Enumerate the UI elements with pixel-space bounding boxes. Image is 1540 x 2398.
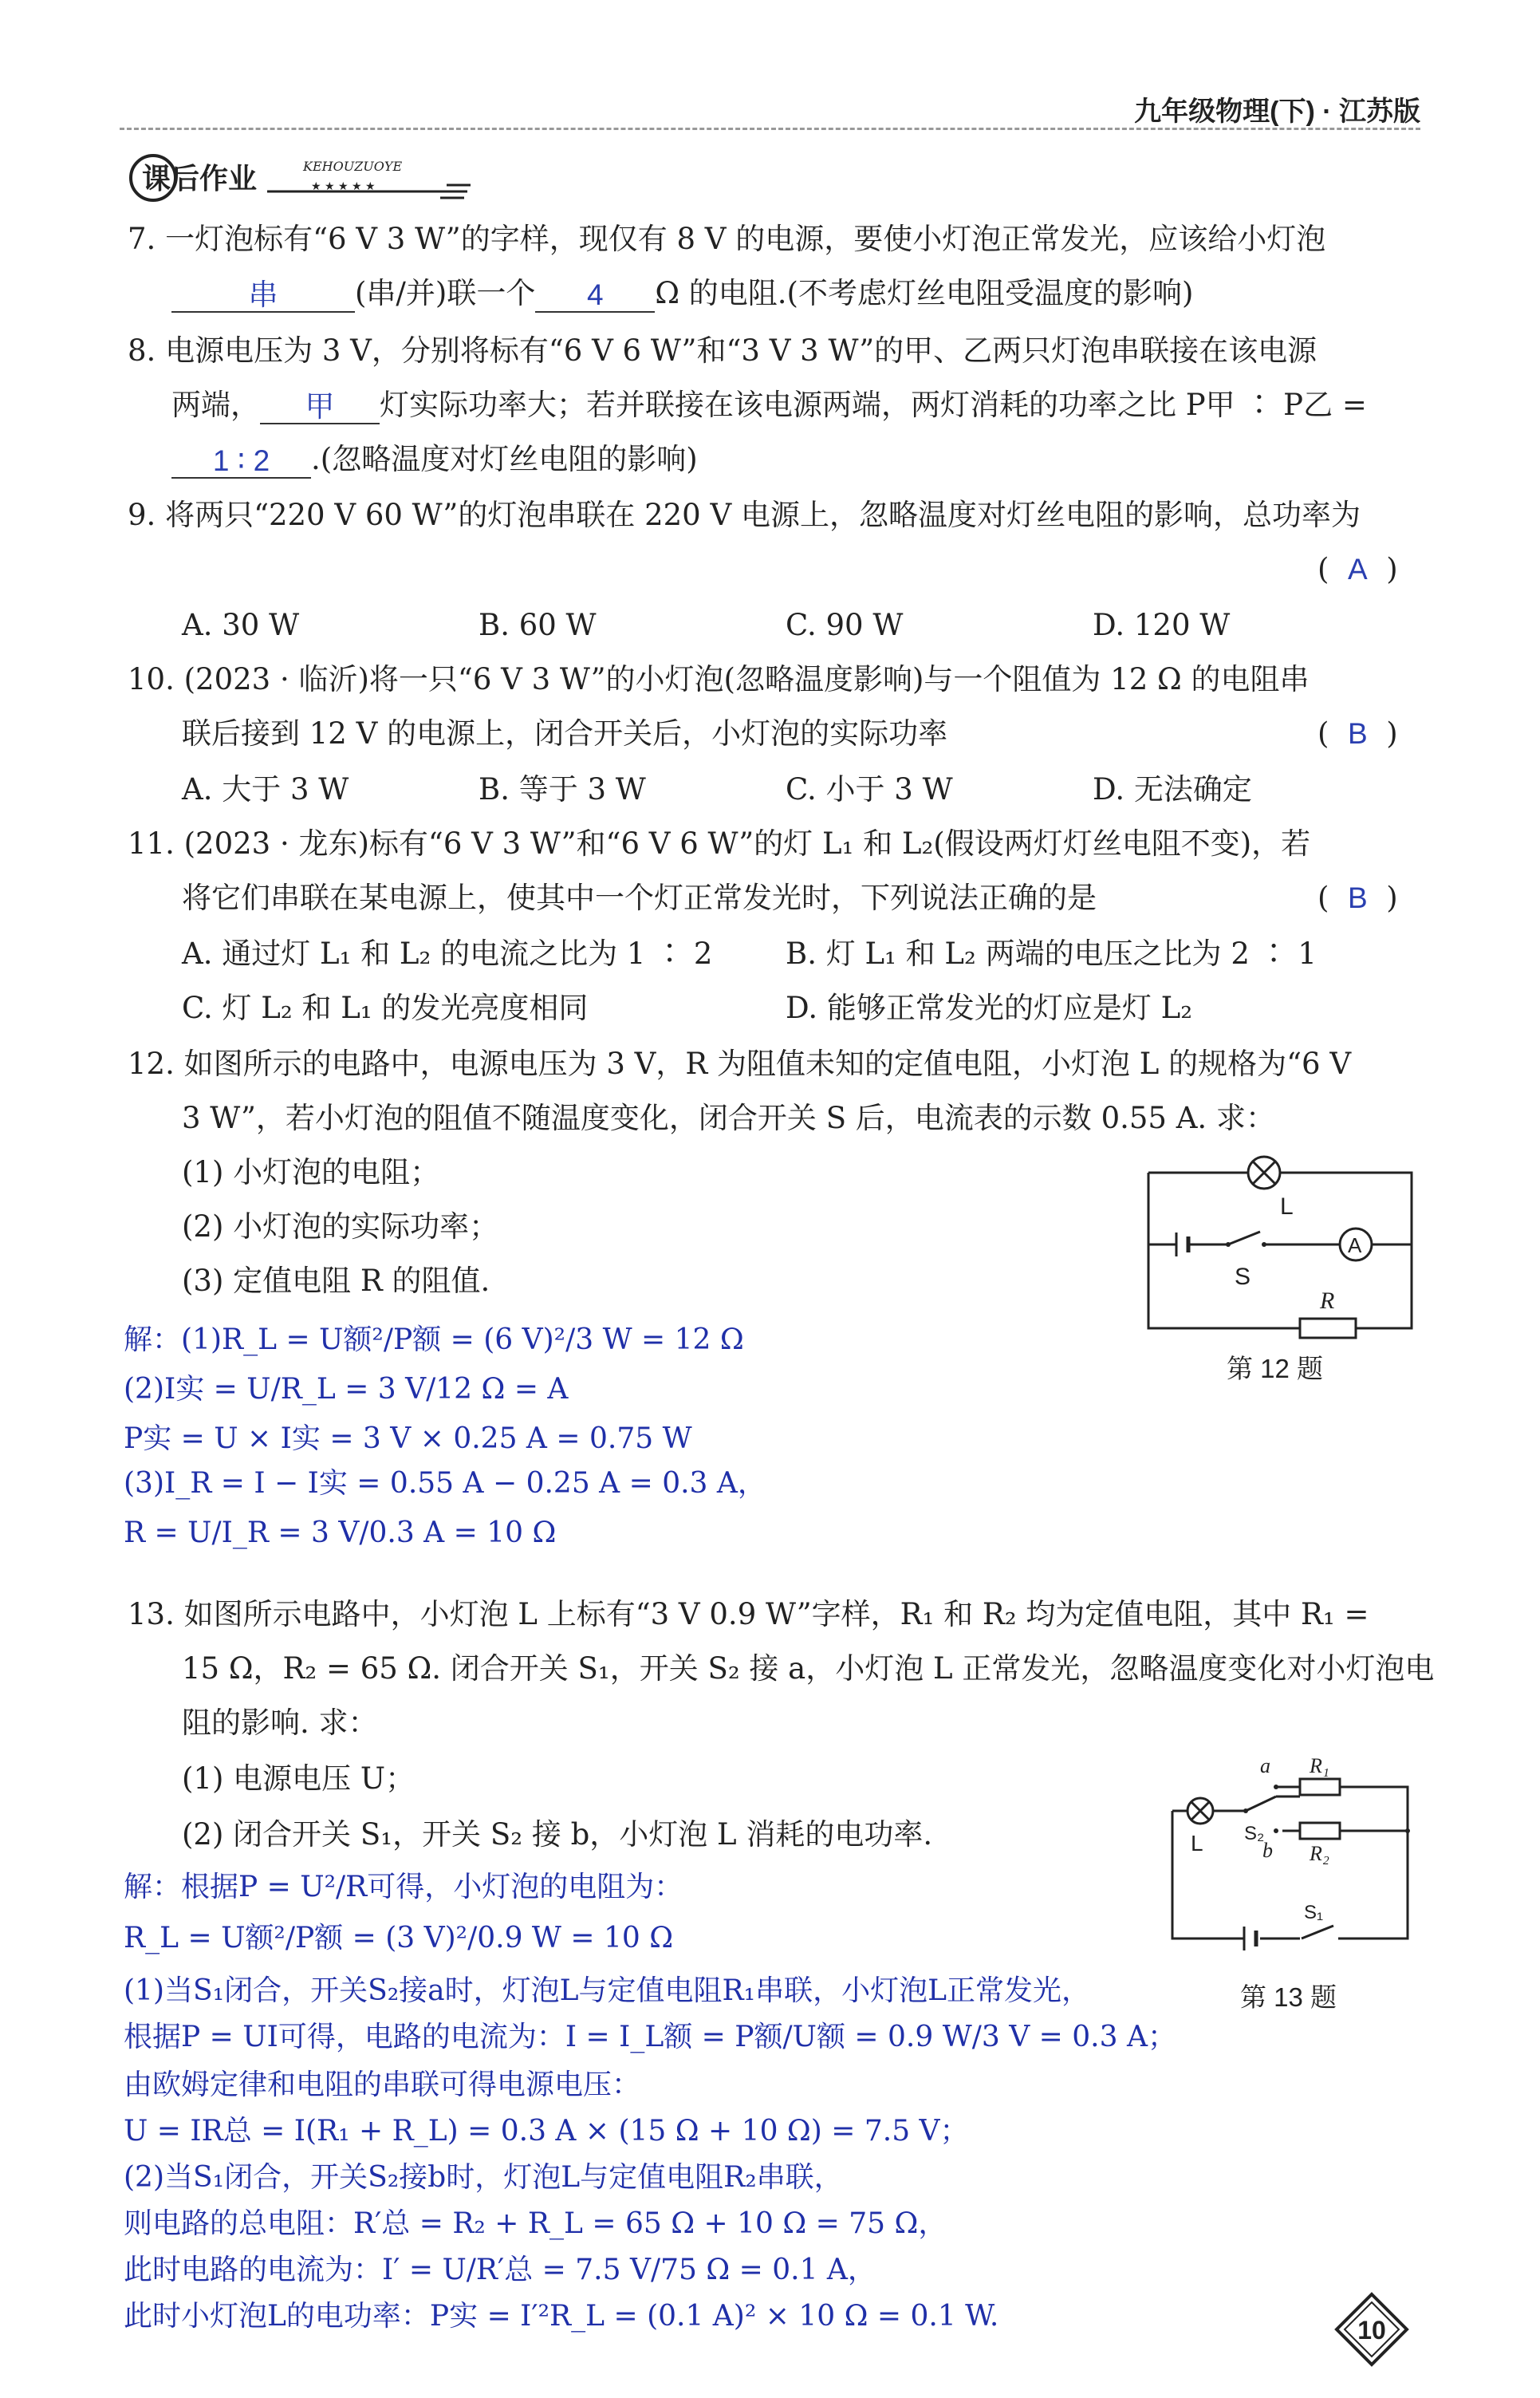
q8-line2: 两端， 甲 灯实际功率大；若并联接在该电源两端，两灯消耗的功率之比 P甲 ∶ P乙 = <box>171 388 1367 423</box>
q10-option-c: C. 小于 3 W <box>786 772 953 807</box>
page-number-badge <box>1333 2291 1410 2368</box>
q8-line1: 8. 电源电压为 3 V，分别将标有“6 V 6 W”和“3 V 3 W”的甲、乙两只灯泡串联接在该电源 <box>128 333 1317 368</box>
q7-answer2: 4 <box>587 278 604 311</box>
svg-text:R: R <box>1320 1288 1335 1314</box>
logo-subtext: KEHOUZUOYE <box>303 159 403 174</box>
battery-icon <box>1244 1927 1256 1950</box>
q8-answer2: 1 ∶ 2 <box>212 444 270 477</box>
svg-text:S: S <box>1235 1264 1251 1290</box>
battery-icon <box>1176 1233 1188 1256</box>
lamp-icon <box>1248 1157 1280 1189</box>
svg-text:S₁: S₁ <box>1304 1902 1324 1923</box>
q12-solution-5: R = U/I_R = 3 V/0.3 A = 10 Ω <box>124 1516 557 1549</box>
q7-answer1: 串 <box>248 278 278 311</box>
q11-line1: 11. (2023 · 龙东)标有“6 V 3 W”和“6 V 6 W”的灯 L₁ 和 L₂(假设两灯灯丝电阻不变)，若 <box>128 826 1311 861</box>
q13-solution-2: R_L = U额²/P额 = (3 V)²/0.9 W = 10 Ω <box>124 1922 674 1954</box>
q12-line1: 12. 如图所示的电路中，电源电压为 3 V，R 为阻值未知的定值电阻，小灯泡 L 的规格为“6 V <box>128 1047 1352 1081</box>
q9-option-d: D. 120 W <box>1093 608 1231 642</box>
svg-text:S₂: S₂ <box>1244 1823 1265 1844</box>
q12-solution-3: P实 = U × I实 = 3 V × 0.25 A = 0.75 W <box>124 1422 692 1455</box>
q11-answer-paren: ( B ) <box>1317 881 1398 915</box>
q13-solution-7: (2)当S₁闭合，开关S₂接b时，灯泡L与定值电阻R₂串联， <box>124 2161 843 2194</box>
q11-line2: 将它们串联在某电源上，使其中一个灯正常发光时，下列说法正确的是 <box>182 881 1097 915</box>
page-number: 10 <box>1357 2316 1386 2345</box>
svg-text:a: a <box>1260 1755 1270 1777</box>
q10-line2: 联后接到 12 V 的电源上，闭合开关后，小灯泡的实际功率 <box>182 716 948 751</box>
q13-solution-9: 此时电路的电流为：I′ = U/R′总 = 7.5 V/75 Ω = 0.1 A， <box>124 2254 876 2286</box>
q13-solution-1: 解：根据P = U²/R可得，小灯泡的电阻为： <box>124 1871 683 1903</box>
q11-option-b: B. 灯 L₁ 和 L₂ 两端的电压之比为 2 ∶ 1 <box>786 937 1317 971</box>
q13-solution-5: 由欧姆定律和电阻的串联可得电源电压： <box>124 2069 641 2101</box>
logo-stars: ★ ★ ★ ★ ★ <box>311 180 376 193</box>
q12-sub2: (2) 小灯泡的实际功率； <box>182 1209 499 1244</box>
q10-answer: B <box>1347 717 1368 750</box>
q10-option-a: A. 大于 3 W <box>182 772 349 807</box>
q8-answer1: 甲 <box>305 390 335 423</box>
q12-solution-1: 解：(1)R_L = U额²/P额 = (6 V)²/3 W = 12 Ω <box>124 1323 744 1356</box>
q13-circuit-figure <box>1156 1755 1428 1954</box>
q13-line1: 13. 如图所示电路中，小灯泡 L 上标有“3 V 0.9 W”字样，R₁ 和 R₂ 均为定值电阻，其中 R₁ = <box>128 1597 1369 1631</box>
header-title: 九年级物理(下) · 江苏版 <box>1134 97 1420 127</box>
lamp-icon <box>1187 1798 1213 1824</box>
q12-line2: 3 W”，若小灯泡的阻值不随温度变化，闭合开关 S 后，电流表的示数 0.55 A. 求： <box>182 1101 1275 1135</box>
q10-option-d: D. 无法确定 <box>1093 772 1252 807</box>
q13-sub1: (1) 电源电压 U； <box>182 1761 416 1796</box>
svg-text:A: A <box>1348 1233 1362 1257</box>
q13-solution-4: 根据P = UI可得，电路的电流为：I = I_L额 = P额/U额 = 0.9 W/3 V = 0.3 A； <box>124 2021 1176 2053</box>
q9-option-b: B. 60 W <box>479 608 597 642</box>
q9-answer: A <box>1347 553 1368 586</box>
q11-option-c: C. 灯 L₂ 和 L₁ 的发光亮度相同 <box>182 991 589 1025</box>
q12-figure-caption: 第 12 题 <box>1227 1354 1324 1383</box>
svg-text:b: b <box>1262 1839 1273 1862</box>
svg-text:L: L <box>1191 1831 1203 1856</box>
q11-option-a: A. 通过灯 L₁ 和 L₂ 的电流之比为 1 ∶ 2 <box>182 937 713 971</box>
q9-option-c: C. 90 W <box>786 608 904 642</box>
q9-line1: 9. 将两只“220 V 60 W”的灯泡串联在 220 V 电源上，忽略温度对灯丝电阻的影响，总功率为 <box>128 498 1361 532</box>
q13-solution-10: 此时小灯泡L的电功率：P实 = I′²R_L = (0.1 A)² × 10 Ω = 0.1 W. <box>124 2300 999 2333</box>
q11-answer: B <box>1347 882 1368 914</box>
q10-option-b: B. 等于 3 W <box>479 772 646 807</box>
q13-line2: 15 Ω，R₂ = 65 Ω. 闭合开关 S₁，开关 S₂ 接 a，小灯泡 L 正常发光，忽略温度变化对小灯泡电 <box>182 1651 1435 1686</box>
ammeter-icon <box>1340 1229 1372 1260</box>
section-logo <box>128 152 479 204</box>
q10-answer-paren: ( B ) <box>1317 716 1398 751</box>
q13-sub2: (2) 闭合开关 S₁，开关 S₂ 接 b，小灯泡 L 消耗的电功率. <box>182 1817 933 1852</box>
q7-line2: 串 (串/并)联一个 4 Ω 的电阻.(不考虑灯丝电阻受温度的影响) <box>171 274 1193 313</box>
resistor-r1-icon <box>1300 1779 1340 1795</box>
q11-option-d: D. 能够正常发光的灯应是灯 L₂ <box>786 991 1193 1025</box>
q13-line3: 阻的影响. 求： <box>182 1706 378 1740</box>
q13-figure-caption: 第 13 题 <box>1240 1982 1337 2012</box>
resistor-r2-icon <box>1300 1823 1340 1839</box>
svg-text:L: L <box>1280 1193 1294 1220</box>
q9-option-a: A. 30 W <box>182 608 300 642</box>
q12-sub3: (3) 定值电阻 R 的阻值. <box>182 1264 490 1298</box>
q12-sub1: (1) 小灯泡的电阻； <box>182 1155 440 1189</box>
logo-text: 课后作业 <box>142 163 258 195</box>
q13-solution-6: U = IR总 = I(R₁ + R_L) = 0.3 A × (15 Ω + 10 Ω) = 7.5 V； <box>124 2115 969 2148</box>
resistor-icon <box>1300 1319 1356 1338</box>
q9-answer-paren: ( A ) <box>1317 552 1398 586</box>
q8-line3: 1 ∶ 2 .(忽略温度对灯丝电阻的影响) <box>171 440 698 479</box>
header-divider <box>120 128 1420 130</box>
q13-solution-8: 则电路的总电阻：R′总 = R₂ + R_L = 65 Ω + 10 Ω = 75 Ω， <box>124 2207 947 2240</box>
q7-line1: 7. 一灯泡标有“6 V 3 W”的字样，现仅有 8 V 的电源，要使小灯泡正常发光，应该给小灯泡 <box>128 222 1326 256</box>
svg-text:R₁: R₁ <box>1310 1755 1329 1777</box>
q13-solution-3: (1)当S₁闭合，开关S₂接a时，灯泡L与定值电阻R₁串联，小灯泡L正常发光， <box>124 1974 1090 2007</box>
q10-line1: 10. (2023 · 临沂)将一只“6 V 3 W”的小灯泡(忽略温度影响)与一个阻值为 12 Ω 的电阻串 <box>128 662 1310 696</box>
q12-solution-2: (2)I实 = U/R_L = 3 V/12 Ω = A <box>124 1373 569 1406</box>
q12-solution-4: (3)I_R = I − I实 = 0.55 A − 0.25 A = 0.3 A， <box>124 1467 766 1500</box>
svg-text:R₂: R₂ <box>1310 1842 1329 1865</box>
